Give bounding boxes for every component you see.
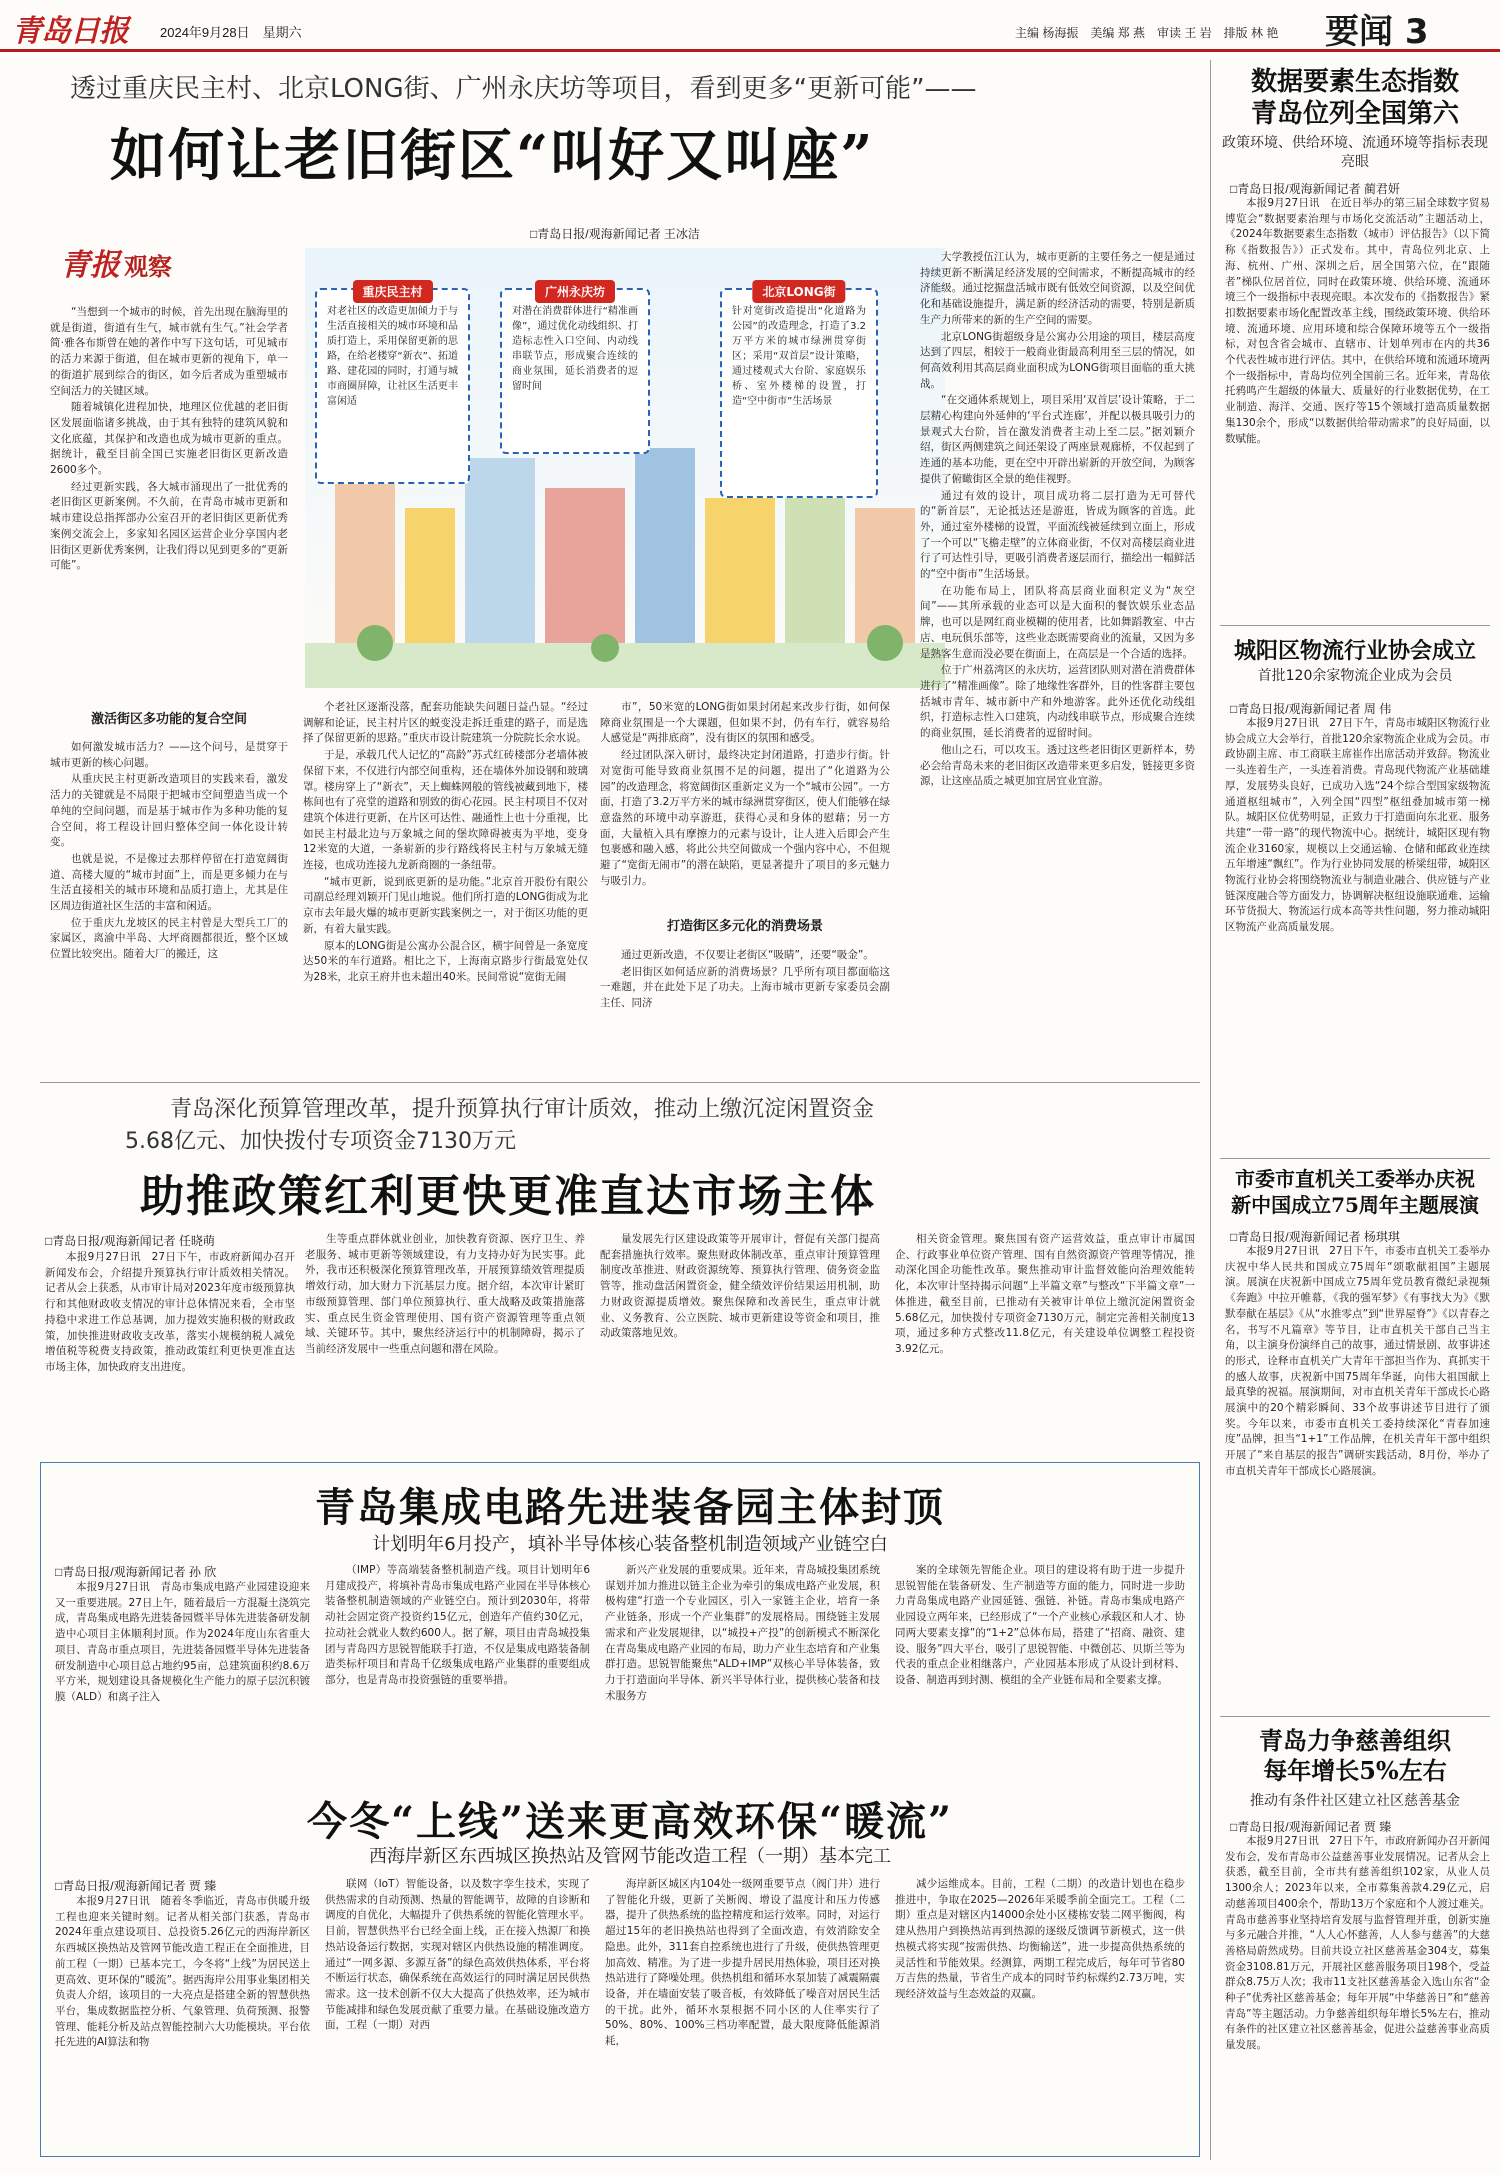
paragraph: 在功能布局上，团队将高层商业面积定义为“灰空间”——其所承载的业态可以是大面积的餐饮娱乐业态品牌，也可以是网红商业模糊的使用者，比如舞蹈教室、中古店、电玩俱乐部等，这些业态既需要商业的流量，又因为多是熟客生意而没必要在街面上，在高层是一个合适的选择。	[920, 584, 1195, 660]
column-logo	[60, 240, 172, 284]
paragraph: （IMP）等高端装备整机制造产线。项目计划明年6月建成投产，将填补青岛市集成电路产业园在半导体核心装备整机制造领域的产业链空白。预计到2030年，将带动社会固定资产投资约15亿元，创造年产值约30亿元，拉动社会就业人数约600人。据了解，项目由青岛城投集团与青岛四方思锐智能联手打造，不仅是集成电路装备制造类标杆项目和青岛千亿级集成电路产业集群的重要组成部分，也是青岛市投资强链的重要举措。	[325, 1564, 590, 1686]
paragraph: 于是，承载几代人记忆的“高龄”苏式红砖楼部分老墙体被保留下来，不仅进行内部空间重构，还在墙体外加设钢和玻璃罩。楼房穿上了“新衣”，天上蜘蛛网般的管线被藏到地下，楼栋间也有了亮堂的道路和别致的街心花园。民主村项目不仅对建筑个体进行更新，在片区可达性、融通性上也十分重视，比如民主村最北边与万象城之间的堡坎障碍被夷为平地，变身12米宽的大道，一条崭新的步行路线将民主村与万象城无缝连接，也成功连接九龙新商圈的一条纽带。	[303, 749, 588, 872]
divider	[1220, 1716, 1490, 1717]
paragraph: 原本的LONG街是公寓办公混合区，横宇间曾是一条宽度达50米的车行道路。相比之下，上海南京路步行街最宽处仅为28米，北京王府井也未超出40米。民间常说“宽街无闹	[303, 939, 588, 983]
bubble-beijing	[720, 285, 878, 498]
boxed-byline-1: □青岛日报/观海新闻记者 孙 欣	[55, 1565, 217, 1579]
main-col2	[303, 700, 588, 1070]
paragraph: 位于重庆九龙坡区的民主村曾是大型兵工厂的家属区，离渝中半岛、大坪商圈都很近，整个区域位置比较突出。随着大厂的搬迁，这	[50, 916, 288, 961]
paragraph: 本报9月27日讯 27日下午，市政府新闻办召开新闻发布会，发布青岛市公益慈善事业发展情况。记者从会上获悉，截至目前，全市共有慈善组织102家，从业人员1300余人；2023年以来，全市募集善款4.29亿元，启动慈善项目400余个，帮助13万个家庭和个人渡过难关。青岛市慈善事业坚持培育发展与监督管理并重，创新实施与多元融合并推，“人人心怀慈善，人人参与慈善”的大慈善格局蔚然成势。目前共设立社区慈善基金304支，募集资金3108.81万元，开展社区慈善服务项目198个，受益群众8.75万人次；我市11支社区慈善基金入选山东省“金种子”优秀社区慈善基金；每年开展“中华慈善日”和“慈善青岛”等主题活动。力争慈善组织每年增长5%左右，推动有条件的社区建立社区慈善基金，促进公益慈善事业高质量发展。	[1225, 1835, 1490, 2052]
paragraph: 老旧街区如何适应新的消费场景？几乎所有项目都面临这一难题，并在此处下足了功夫。上海市城市更新专家委员会副主任、同济	[600, 965, 890, 1010]
second-byline: □青岛日报/观海新闻记者 任晓萌	[45, 1234, 215, 1248]
page-section: 要闻 3	[1325, 12, 1429, 52]
boxed-b-col2	[325, 1877, 590, 2144]
sidebar-byline-3: □青岛日报/观海新闻记者 杨琪琪	[1230, 1230, 1400, 1244]
paragraph: 经过更新实践，各大城市涌现出了一批优秀的老旧街区更新案例。不久前，在青岛市城市更新和城市建设总指挥部办公室召开的老旧街区更新优秀案例交流会上，多家知名园区运营企业分享国内老旧街区更新优秀案例，让我们得以见到更多的“更新可能”。	[50, 480, 288, 572]
bubble-chongqing	[315, 285, 470, 484]
second-col2	[305, 1232, 585, 1450]
paragraph: 也就是说，不是像过去那样停留在打造宽阔街道、高楼大厦的“城市封面”上，而是更多倾力在与生活直接相关的城市环境和品质打造上，尤其是住区周边街道社区生活的丰富和闲适。	[50, 852, 288, 913]
divider	[40, 1082, 1200, 1083]
second-lead-1: 青岛深化预算管理改革，提升预算执行审计质效，推动上缴沉淀闲置资金	[170, 1097, 875, 1122]
divider	[1220, 1158, 1490, 1159]
sidebar-body-4	[1225, 1834, 1490, 2159]
divider	[1220, 625, 1490, 626]
sidebar-sub-2: 首批120余家物流企业成为会员	[1257, 668, 1453, 684]
paragraph: 新兴产业发展的重要成果。近年来，青岛城投集团系统谋划并加力推进以链主企业为牵引的集成电路产业发展，积极构建“打造一个专业园区，引入一家链主企业，培育一条产业链条，形成一个产业集群”的发展格局。围绕链主发展需求和产业发展规律，以“城投+产投”的创新模式不断深化在青岛集成电路产业园的布局，助力产业生态培育和产业集群打造。思锐智能聚焦“ALD+IMP”双核心半导体装备，致力于打造面向半导体、新兴半导体行业，提供核心装备和技术服务方	[605, 1564, 880, 1702]
paragraph: 通过有效的设计，项目成功将二层打造为无可替代的“新首层”，无论抵达还是游逛，皆成为顾客的首选。此外，通过室外楼梯的设置，平面流线被延续到立面上，形成了一个可以“飞檐走壁”的立体商业街，不仅对高楼层商业进行了可达性引导，更吸引消费者逐层而行，描绘出一幅鲜活的“空中街市”生活场景。	[920, 489, 1195, 581]
paragraph: 他山之石，可以攻玉。透过这些老旧街区更新样本，势必会给青岛未来的老旧街区改造带来更多启发，链接更多资源，让这座品质之城更加宜居宜业宜游。	[920, 743, 1195, 788]
masthead	[0, 0, 1500, 52]
bubble-title: 重庆民主村	[352, 280, 432, 303]
sidebar-sub-4: 推动有条件社区建立社区慈善基金	[1250, 1793, 1460, 1809]
paragraph: 生等重点群体就业创业，加快教育资源、医疗卫生、养老服务、城市更新等领域建设，有力支持办好为民实事。此外，我市还积极深化预算管理改革，开展预算绩效管理提质增效行动，加大财力下沉基层力度。据介绍，本次审计紧盯市级预算管理、部门单位预算执行、重大战略及政策措施落实、重点民生资金管理使用、国有资产资源管理等重点领域、关键环节。其中，聚焦经济运行中的机制障碍，揭示了当前经济发展中一些重点问题和潜在风险。	[305, 1233, 585, 1355]
sidebar-byline-4: □青岛日报/观海新闻记者 贾 臻	[1230, 1820, 1392, 1834]
boxed-sub-2: 西海岸新区东西城区换热站及管网节能改造工程（一期）基本完工	[369, 1846, 891, 1867]
paragraph: 大学教授伍江认为，城市更新的主要任务之一便是通过持续更新不断满足经济发展的空间需求，不断提高城市的经济能级。通过挖掘盘活城市既有低效空间资源，以及空间优化和基础设施提升，满足新的经济活动的需要，特别是新质生产力所带来的新的生产空间的需要。	[920, 251, 1195, 326]
boxed-a-col4	[895, 1563, 1185, 1775]
paragraph: 市”，50米宽的LONG街如果封闭起来改步行街，如何保障商业氛围是一个大课题，但如果不封，仍有车行，就容易给人感觉是“两排底商”，没有街区的氛围和感受。	[600, 701, 890, 745]
paragraph: 本报9月27日讯 27日下午，市委市直机关工委举办庆祝中华人民共和国成立75周年“颂歌献祖国”主题展演。展演在庆祝新中国成立75周年党员教育微纪录视频《奔跑》中拉开帷幕，《我的强军梦》《有事找大为》《默默奉献在基层》《从“水推零点”到“世界屋脊”》《以青春之名，书写不凡篇章》等节目，让市直机关干部自己当主角，以主演身份演绎自己的故事，通过情景剧、故事讲述的形式，诠释市直机关广大青年干部担当作为、真抓实干的感人故事，庆祝新中国75周年华诞，向伟大祖国献上最真挚的祝福。展演期间，对市直机关青年干部成长心路展演中的20个精彩瞬间、33个故事讲述节目进行了颁奖。今年以来，市委市直机关工委持续深化“青春加速度”品牌，担当“1+1”工作品牌，在机关青年干部中组织开展了“来自基层的报告”调研实践活动，8月份，举办了市直机关青年干部成长心路展演。	[1225, 1245, 1490, 1477]
paragraph: 经过团队深入研讨，最终决定封闭道路，打造步行街。针对宽街可能导致商业氛围不足的问题，提出了“化道路为公园”的改造理念，将宽阔街区重新定义为一个“城市公园”。一方面，打造了3.2万平方米的城市绿洲贯穿街区，使人们能够在绿意盎然的环境中动享游逛，获得心灵和身体的慰藉；另一方面，大量植入具有摩擦力的元素与设计，让人进入后即会产生包裹感和融入感，将此公共空间做成一个强内容中心，不但规避了“宽街无闹市”的潜在缺陷，更显著提升了项目的多元魅力与吸引力。	[600, 749, 890, 887]
main-subhead-2: 打造街区多元化的消费场景	[666, 919, 823, 934]
boxed-b-col4	[895, 1877, 1185, 2144]
sidebar-body-2	[1225, 716, 1490, 1146]
main-byline: □青岛日报/观海新闻记者 王冰洁	[530, 227, 700, 241]
paragraph: “在交通体系规划上，项目采用‘双首层’设计策略，于二层精心构建向外延伸的‘平台式连廊’，并配以极具吸引力的景观式大台阶，旨在激发消费者主动上至二层。”据刘颖介绍，街区两侧建筑之间还架设了两座景观廊桥，不仅起到了连通的基本功能，更在空中开辟出崭新的开放空间，为顾客提供了俯瞰街区全景的绝佳视野。	[920, 394, 1195, 485]
main-col3b	[600, 948, 890, 1070]
boxed-a-col1	[55, 1580, 310, 1775]
paragraph: 通过更新改造，不仅要让老街区“吸睛”，还要“吸金”。	[621, 949, 874, 961]
bubble-text: 针对宽街改造提出“化道路为公园”的改造理念，打造了3.2万平方米的城市绿洲贯穿街区；采用“双首层”设计策略，通过楼观式大台阶、家庭娱乐桥、室外楼梯的设置，打造“空中街市”生活场景	[732, 306, 866, 407]
second-col4	[895, 1232, 1195, 1450]
bubble-title: 北京LONG街	[752, 280, 845, 303]
paragraph: 案的全球领先智能企业。项目的建设将有助于进一步提升思锐智能在装备研发、生产制造等方面的能力，同时进一步助力青岛集成电路产业园延链、强链、补链。青岛市集成电路产业园设立两年来，已经形成了“一个产业核心承载区和人才、协同两大要素支撑”的“1+2”总体布局，搭建了“招商、融资、建设、服务”四大平台，吸引了思锐智能、中微创芯、贝斯兰等为代表的重点企业相继落户，产业园基本形成了从设计到材料、设备、制造再到封测、模组的全产业链布局和全要素支撑。	[895, 1564, 1185, 1686]
paragraph: 如何激发城市活力？——这个问号，是贯穿于城市更新的核心问题。	[50, 741, 288, 769]
main-lead: 透过重庆民主村、北京LONG街、广州永庆坊等项目，看到更多“更新可能”——	[70, 74, 977, 104]
paragraph: 位于广州荔湾区的永庆坊，运营团队则对潜在消费群体进行了“精准画像”。除了地缘性客群外，目的性客群主要包括城市青年、城市新中产和外地游客。此外还优化动线组织，打造标志性入口建筑，内动线串联节点，形成聚合连续的商业氛围，延长消费者的逗留时间。	[920, 664, 1195, 740]
newspaper-logo: 青岛日报	[12, 14, 128, 49]
paragraph: 本报9月27日讯 27日下午，市政府新闻办召开新闻发布会，介绍提升预算执行审计质效相关情况。记者从会上获悉，从市审计局对2023年度市级预算执行和其他财政收支情况的审计总体情况来看，全市坚持稳中求进工作总基调，加力提效实施积极的财政政策，加快推进财政收支改革，落实小规模纳税人减免增值税等税费支持政策，推动政策红利更快更准直达市场主体，加快政府支出进度。	[45, 1251, 295, 1373]
boxed-byline-2: □青岛日报/观海新闻记者 贾 臻	[55, 1879, 217, 1893]
sidebar-title-1: 数据要素生态指数 青岛位列全国第六	[1250, 67, 1459, 129]
main-col4	[920, 250, 1195, 1070]
bubble-guangzhou	[500, 285, 650, 454]
paragraph: “当想到一个城市的时候，首先出现在脑海里的就是街道，街道有生气，城市就有生气。”社会学者简·雅各布斯曾在她的著作中写下这句话，可见城市的活力来源于街道，但在城市更新的视角下，单一的街道扩展到综合的街区，如今后者成为重塑城市空间活力的关键区域。	[50, 306, 288, 397]
bubble-text: 对潜在消费群体进行“精准画像”，通过优化动线组织、打造标志性入口空间、内动线串联节点，形成聚合连续的商业氛围，延长消费者的逗留时间	[512, 306, 638, 392]
sidebar-byline-1: □青岛日报/观海新闻记者 蔺君妍	[1230, 182, 1400, 196]
main-col3	[600, 700, 890, 900]
boxed-a-col3	[605, 1563, 880, 1775]
column-logo-suffix: 观察	[124, 253, 172, 281]
boxed-title-1: 青岛集成电路先进装备园主体封顶	[315, 1484, 945, 1531]
boxed-b-col3	[605, 1877, 880, 2144]
sidebar-title-4: 青岛力争慈善组织 每年增长5%左右	[1259, 1726, 1451, 1785]
issue-date: 2024年9月28日 星期六	[160, 25, 302, 40]
second-title: 助推政策红利更快更准直达市场主体	[140, 1171, 876, 1222]
bubble-title: 广州永庆坊	[535, 280, 615, 303]
paragraph: 海岸新区城区内104处一级网重要节点（阀门井）进行了智能化升级，更新了关断阀、增设了温度计和压力传感器，提升了供热系统的监控精度和运行效率。同时，对运行超过15年的老旧换热站也得到了全面改造，有效消除安全隐患。此外，311套自控系统也进行了升级，使供热管理更加高效、精准。为了进一步提升居民用热体验，项目还对换热站进行了降噪处理。供热机组和循环水泵加装了减震隔震设备，并在墙面安装了吸音板，有效降低了噪音对居民生活的干扰。此外，循环水泵根据不同小区的人住率实行了50%、80%、100%三档功率配置，最大限度降低能源消耗，	[605, 1878, 880, 2048]
second-col3	[600, 1232, 880, 1450]
sidebar-title-3: 市委市直机关工委举办庆祝 新中国成立75周年主题展演	[1231, 1167, 1479, 1217]
paragraph: 本报9月27日讯 在近日举办的第三届全球数字贸易博览会“数据要素治理与市场化交流活动”主题活动上，《2024年数据要素生态指数（城市）评估报告》（以下简称《指数报告》）正式发布。其中，青岛位列北京、上海、杭州、广州、深圳之后，居全国第六位，在“跟随者”梯队位居首位，同时在政策环境、供给环境、流通环境三个一级指标中表现亮眼。本次发布的《指数报告》紧扣数据要素市场化配置改革主线，围绕政策环境、供给环境、流通环境、应用环境和综合保障环境等五个一级指标，对包含省会城市、直辖市、计划单列市在内的共36个代表性城市进行评估。其中，在供给环境和流通环境两个一级指标中，青岛均位列全国前三名。近年来，青岛依托鸦鸣产生超级的体量大、质量好的行业数据优势，在工业制造、海洋、交通、医疗等15个领域打造高质量数据集130余个，形成“以数据供给带动需求”的良好局面，以数赋能。	[1225, 197, 1490, 445]
paragraph: 联网（IoT）智能设备，以及数字孪生技术，实现了供热需求的自动预测、热量的智能调节，故障的自诊断和调度的自优化，大幅提升了供热系统的智能化管理水平。目前，智慧供热平台已经全面上线，正在接入热源厂和换热站设备运行数据，实现对辖区内供热设施的精准调度。通过“一网多源、多源互备”的绿色高效供热体系，平台将不断运行状态，确保系统在高效运行的同时满足居民供热需求。这一技术创新不仅大大提高了供热效率，还为城市节能减排和绿色发展贡献了重要力量。在基础设施改造方面，工程（一期）对西	[325, 1878, 590, 2032]
second-lead-2: 5.68亿元、加快拨付专项资金7130万元	[125, 1129, 516, 1154]
sidebar-sub-1: 政策环境、供给环境、流通环境等指标表现亮眼	[1222, 135, 1488, 170]
paragraph: 本报9月27日讯 27日下午，青岛市城阳区物流行业协会成立大会举行，首批120余家物流企业成为会员。市政协副主席、市工商联主席崔作出席活动并致辞。物流业一头连着生产，一头连着消费。青岛现代物流产业基础雄厚，发展势头良好，已成功入选“24个综合型国家级物流通道枢纽城市”，入列全国“四型”枢纽叠加城市第一梯队。城阳区位优势明显，正致力于打造面向东北亚、服务共建“一带一路”的现代物流中心。据统计，城阳区现有物流企业3160家，规模以上交通运输、仓储和邮政业连续五年增速“飘红”。作为行业协同发展的桥梁纽带，城阳区物流行业协会将围绕物流业与制造业融合、供应链与产业链深度融合等方面发力，协调解决枢纽设施联通难、运输环节货损大、物流运行成本高等共性问题，努力推动城阳区物流产业高质量发展。	[1225, 717, 1490, 934]
boxed-a-col2	[325, 1563, 590, 1775]
paragraph: 个老社区逐渐没落，配套功能缺失问题日益凸显。“经过调解和论证，民主村片区的蜕变没走拆迁重建的路子，而是选择了保留更新的思路。”重庆市设计院建筑一分院院长余水说。	[303, 701, 588, 745]
sidebar-title-2: 城阳区物流行业协会成立	[1233, 638, 1476, 664]
main-col1	[50, 305, 288, 675]
paragraph: 北京LONG街超级身是公寓办公用途的项目，楼层高度达到了四层，相较于一般商业街最高利用至三层的情况，如何高效利用其高层商业面积成为LONG街项目面临的重大挑战。	[920, 330, 1195, 390]
boxed-sub-1: 计划明年6月投产，填补半导体核心装备整机制造领域产业链空白	[372, 1534, 888, 1555]
editorial-staff: 主编 杨海振 美编 郑 燕 审读 王 岩 排版 林 艳	[1015, 26, 1279, 40]
second-col1	[45, 1250, 295, 1450]
main-subhead-1: 激活街区多功能的复合空间	[90, 712, 247, 727]
sidebar-body-3	[1225, 1244, 1490, 1704]
main-title: 如何让老旧街区“叫好又叫座”	[110, 123, 875, 189]
paragraph: “城市更新，说到底更新的是功能。”北京首开股份有限公司副总经理刘颖开门见山地说。他们所打造的LONG街成为北京市去年最火爆的城市更新实践案例之一，对于街区功能的更新，有着大量实践。	[303, 875, 588, 935]
paragraph: 本报9月27日讯 随着冬季临近，青岛市供暖升级工程也迎来关键时刻。记者从相关部门获悉，青岛市2024年重点建设项目、总投资5.26亿元的西海岸新区东西城区换热站及管网节能改造工程正在全面推进，目前工程（一期）已基本完工，今冬将“上线”为居民送上更高效、更环保的“暖流”。据西海岸公用事业集团相关负责人介绍，该项目的一大亮点是搭建全新的智慧供热平台，集成数据监控分析、气象管理、负荷预测、报警管理、能耗分析及站点智能控制六大功能模块。平台依托先进的AI算法和物	[55, 1895, 310, 2049]
paragraph: 本报9月27日讯 青岛市集成电路产业园建设迎来又一重要进展。27日上午，随着最后一方混凝土浇筑完成，青岛集成电路先进装备园暨半导体先进装备研发制造中心项目主体顺利封顶。作为2024年度山东省重大项目、青岛市重点项目，先进装备园暨半导体先进装备研发制造中心项目总占地约95亩，总建筑面积约8.6万平方米，规划建设具备规模化生产能力的原子层沉积镀膜（ALD）和离子注入	[55, 1581, 310, 1703]
column-logo-text: 青报	[60, 248, 120, 283]
sidebar-body-1	[1225, 196, 1490, 616]
paragraph: 随着城镇化进程加快，地理区位优越的老旧街区发展面临诸多挑战，由于其有独特的建筑风貌和文化底蕴，其保护和改造也成为城市更新的重点。据统计，截至目前全国已实施老旧街区更新改造2600多个。	[50, 401, 288, 477]
paragraph: 减少运维成本。目前，工程（二期）的改造计划也在稳步推进中，争取在2025—2026年采暖季前全面完工。工程（二期）重点是对辖区内14000余处小区楼栋安装二网平衡阀，构建从热用户到换热站再到热源的逐级反馈调节新模式，这一供热模式将实现“按需供热、均衡输送”，进一步提高供热系统的灵活性和节能效果。经测算，两期工程完成后，每年可节省80万吉焦的热量，节省生产成本的同时节约标煤约2.73万吨，实现经济效益与生态效益的双赢。	[895, 1878, 1185, 2000]
paragraph: 量发展先行区建设政策等开展审计，督促有关部门提高配套措施执行效率。聚焦财政体制改革，重点审计预算管理制度改革推进、财政资源统筹、预算执行管理、债务资金监管等，推动盘活闲置资金，健全绩效评价结果运用机制，助力财政资源提质增效。聚焦保障和改善民生，重点审计就业、义务教育、公立医院、城市更新建设等资金和项目，推动政策落地见效。	[600, 1233, 880, 1340]
paragraph: 相关资金管理。聚焦国有资产运营效益，重点审计市属国企、行政事业单位资产管理、国有自然资源资产管理等情况，推动深化国企功能性改革。聚焦推动审计监督效能向治理效能转化，本次审计坚持揭示问题“上半篇文章”与整改“下半篇文章”一体推进，截至目前，已推动有关被审计单位上缴沉淀闲置资金5.68亿元，加快拨付专项资金7130万元，制定完善相关制度13项，通过多种方式整改11.8亿元，有关建设单位调整工程投资3.92亿元。	[895, 1233, 1195, 1355]
sidebar-byline-2: □青岛日报/观海新闻记者 周 伟	[1230, 702, 1392, 716]
paragraph: 从重庆民主村更新改造项目的实践来看，激发活力的关键就是不局限于把城市空间塑造当成一个单纯的空间问题，而是基于城市作为多种功能的复合空间，将工程设计回归整体空间一体化设计转变。	[50, 773, 288, 849]
bubble-text: 对老社区的改造更加倾力于与生活直接相关的城市环境和品质打造上，采用保留更新的思路，在给老楼穿“新衣”、拓道路、建花园的同时，打通与城市商圈屏障，让社区生活更丰富闲适	[327, 306, 458, 407]
main-col1b	[50, 740, 288, 1070]
sidebar-divider	[1210, 60, 1211, 2160]
boxed-b-col1	[55, 1894, 310, 2144]
boxed-title-2: 今冬“上线”送来更高效环保“暖流”	[306, 1798, 954, 1845]
